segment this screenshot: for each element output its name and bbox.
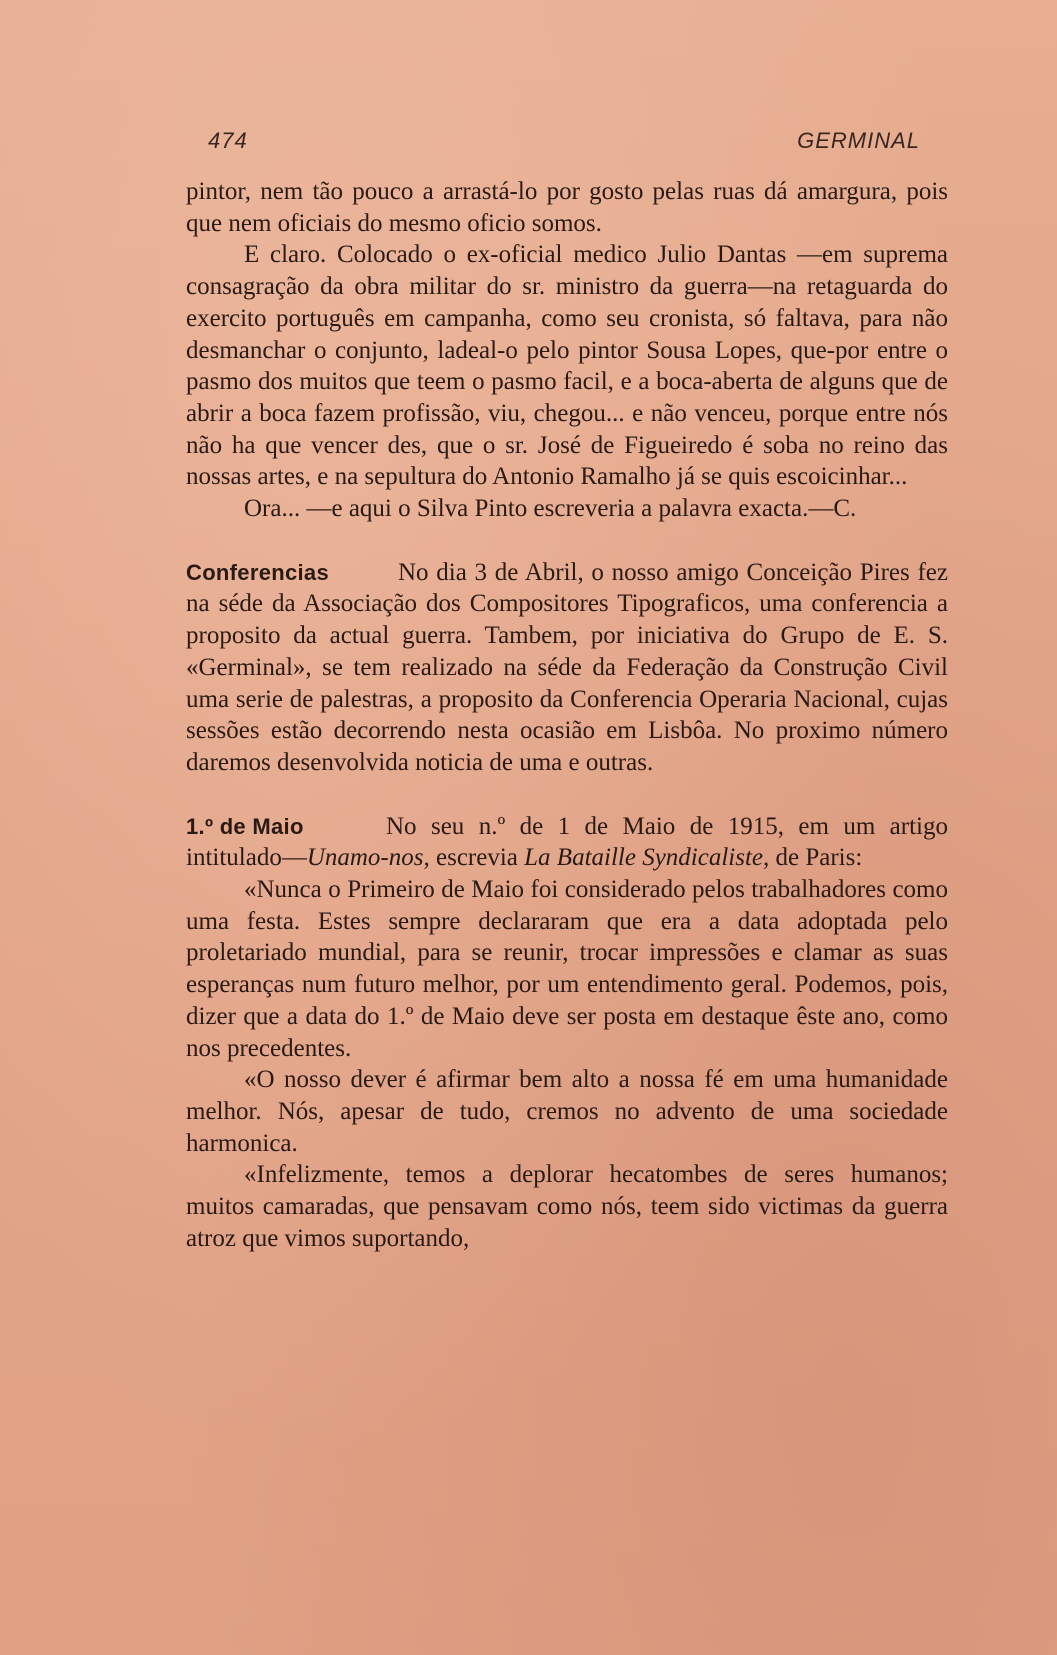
conferencias-heading: Conferencias — [186, 559, 329, 585]
running-head — [208, 128, 920, 158]
maio-intro-a: No seu n.º de 1 de Maio de 1915, em um artigo intitulado— — [186, 812, 948, 872]
quote-paragraph-3: «Infelizmente, temos a deplorar hecatombes de seres humanos; muitos camaradas, que pensavam como nós, teem sido victimas da guerra atroz que vimos suportando, — [186, 1161, 948, 1252]
section-primeiro-de-maio — [186, 811, 948, 1255]
body-text — [186, 176, 948, 1255]
quote-paragraph-2: «O nosso dever é afirmar bem alto a nossa fé em uma humanidade melhor. Nós, apesar de tudo, cremos no advento de uma sociedade harmonica. — [186, 1066, 948, 1157]
page-number: 474 — [208, 128, 248, 153]
conferencias-paragraph — [186, 557, 948, 779]
source-title: La Bataille Syndicaliste, — [524, 844, 770, 872]
opening-paragraph-3: Ora... —e aqui o Silva Pinto escreveria a palavra exacta.—C. — [244, 495, 857, 523]
maio-intro-b: escrevia — [429, 844, 525, 872]
maio-intro-c: de Paris: — [769, 844, 863, 872]
quote-paragraph-1: «Nunca o Primeiro de Maio foi considerado pelos trabalhadores como uma festa. Estes sempre declararam que era a data adoptada pelo proletariado mundial, para se reunir, trocar impressões e clamar as suas esperanças num futuro melhor, por um entendimento geral. Podemos, pois, dizer que a data do 1.º de Maio deve ser posta em destaque êste ano, como nos precedentes. — [186, 876, 948, 1062]
article-title: Unamo-nos, — [306, 844, 430, 872]
opening-paragraph-continued: pintor, nem tão pouco a arrastá-lo por gosto pelas ruas dá amargura, pois que nem oficiais do mesmo oficio somos. — [186, 178, 948, 237]
maio-heading: 1.º de Maio — [186, 813, 304, 839]
section-conferencias — [186, 557, 948, 779]
opening-paragraph-2: E claro. Colocado o ex-oficial medico Julio Dantas —em suprema consagração da obra militar do sr. ministro da guerra—na retaguarda do exercito português em campanha, como seu cronista, só faltava, para não desmanchar o conjunto, ladeal-o pelo pintor Sousa Lopes, que-por entre o pasmo dos muitos que teem o pasmo facil, e a boca-aberta de alguns que de abrir a boca fazem profissão, viu, chegou... e não venceu, porque entre nós não ha que vencer des, que o sr. José de Figueiredo é soba no reino das nossas artes, e na sepultura do Antonio Ramalho já se quis escoicinhar... — [186, 241, 948, 491]
journal-title: GERMINAL — [797, 128, 920, 153]
maio-intro-paragraph — [186, 811, 948, 874]
conferencias-text: No dia 3 de Abril, o nosso amigo Conceição Pires fez na séde da Associação dos Compositores Tipograficos, uma conferencia a proposito da actual guerra. Tambem, por iniciativa do Grupo de E. S. «Germinal», se tem realizado na séde da Federação da Construção Civil uma serie de palestras, a proposito da Conferencia Operaria Nacional, cujas sessões estão decorrendo nesta ocasião em Lisbôa. No proximo número daremos desenvolvida noticia de uma e outras. — [186, 558, 948, 776]
